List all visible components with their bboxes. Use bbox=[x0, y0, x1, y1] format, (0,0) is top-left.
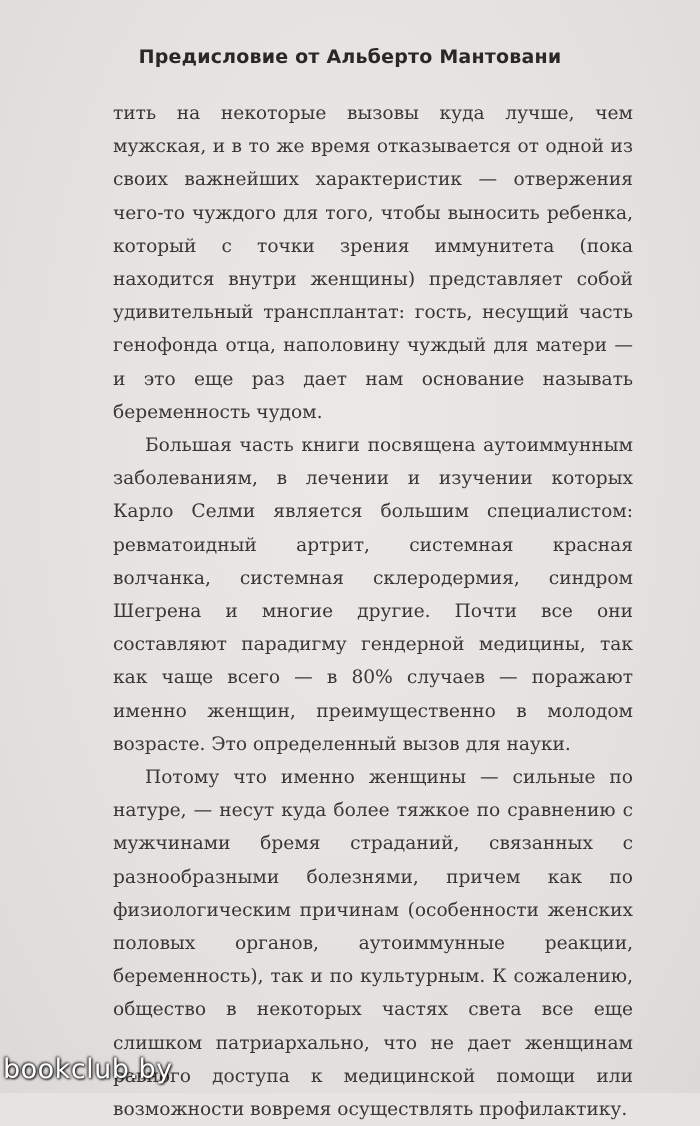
running-title: Предисловие от Альберто Мантовани bbox=[138, 46, 562, 68]
paragraph-3: Потому что именно женщины — сильные по натуре, — несут куда более тяжкое по сравнению с мужчинами бремя страданий, связанных с разнообразными болезнями, причем как по физиологическим причинам (особенности женских половых органов, аутоиммунные реакции, беременность), так и по культурным. К сожалению, общество в некоторых частях света все еще слишком патриархально, что не дает женщинам равного доступа к медицинской помощи или возможности вовремя осуществлять профилактику. bbox=[113, 767, 633, 1121]
body-text bbox=[113, 97, 633, 1126]
paragraph-2: Большая часть книги посвящена аутоиммунным заболеваниям, в лечении и изучении которых Карло Селми является большим специалистом: ревматоидный артрит, системная красная волчанка, системная склеродермия, синдром Шегрена и многие другие. Почти все они составляют парадигму гендерной медицины, так как чаще всего — в 80% случаев — поражают именно женщин, преимущественно в молодом возрасте. Это определенный вызов для науки. bbox=[113, 435, 633, 755]
paragraph-1: тить на некоторые вызовы куда лучше, чем мужская, и в то же время отказывается от одной из своих важнейших характеристик — отвержения чего-то чуждого для того, чтобы выносить ребенка, который с точки зрения иммунитета (пока находится внутри женщины) представляет собой удивительный трансплантат: гость, несущий часть генофонда отца, наполовину чуждый для матери — и это еще раз дает нам основание называть беременность чудом. bbox=[113, 103, 633, 423]
site-watermark: bookclub.by bbox=[3, 1054, 173, 1085]
